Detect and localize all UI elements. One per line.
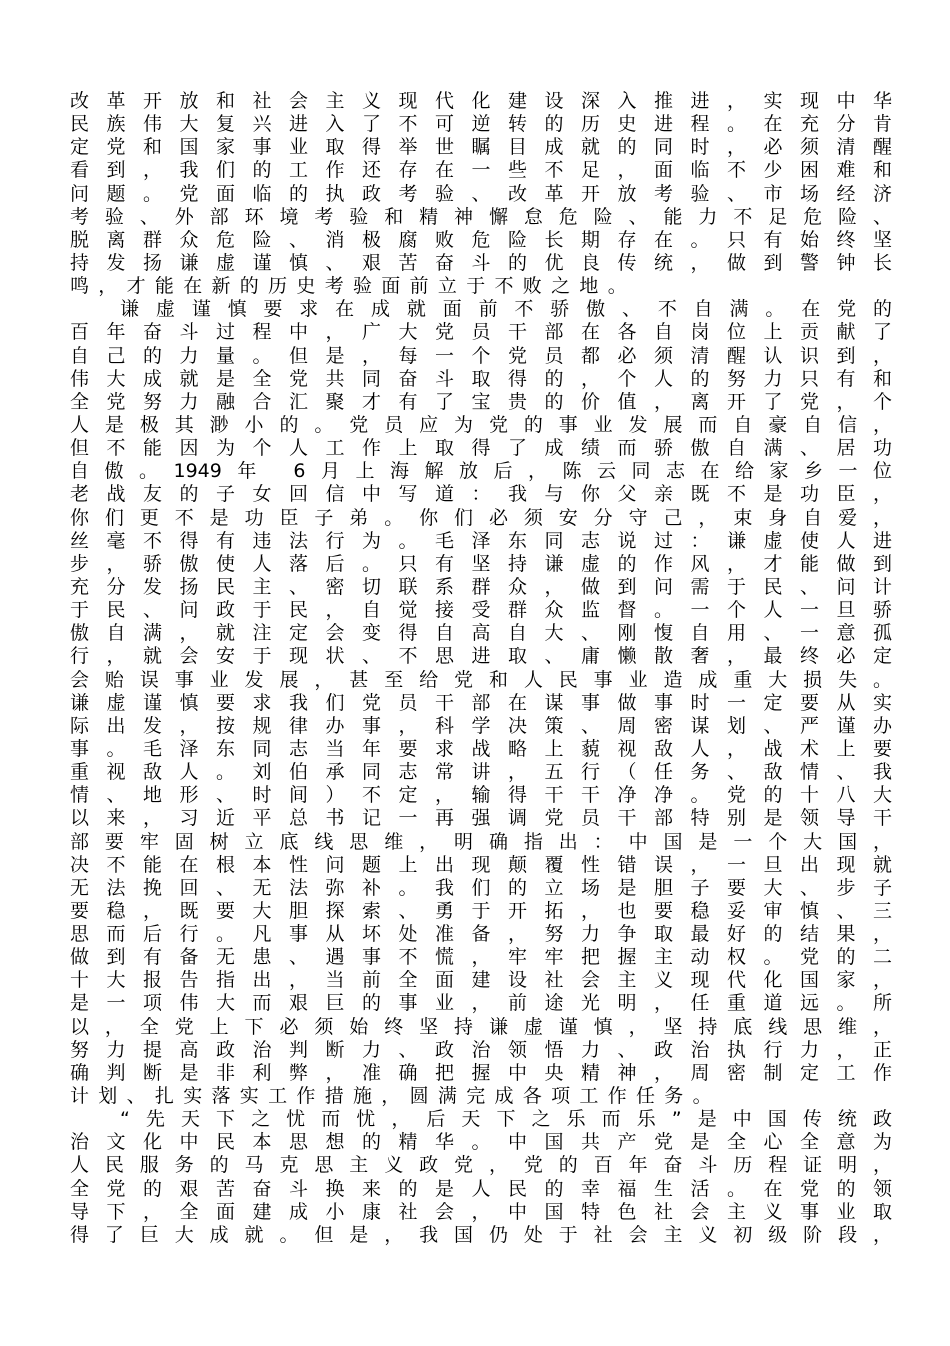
text-line: 是一项伟大而艰巨的事业，前途光明，任重道远。所 <box>70 992 892 1015</box>
text-line: 要稳，既要大胆探索、勇于开拓，也要稳妥审慎、三 <box>70 899 892 922</box>
text-line: 改革开放和社会主义现代化建设深入推进，实现中华 <box>70 90 892 112</box>
text-line: 问题。党面临的执政考验、改革开放考验、市场经济 <box>70 182 892 205</box>
text-line: 步，骄傲使人落后。只有坚持谦虚的作风，才能做到 <box>70 552 892 575</box>
text-line: 会贻误事业发展，甚至给党和人民事业造成重大损失。 <box>70 668 892 691</box>
text-line: 努力提高政治判断力、政治领悟力、政治执行力，正 <box>70 1038 892 1061</box>
text-line: 丝毫不得有违法行为。毛泽东同志说过：谦虚使人进 <box>70 529 892 552</box>
paragraph-end-line: 计划、扎实落实工作措施，圆满完成各项工作任务。 <box>70 1085 721 1108</box>
text-line: 以来，习近平总书记一再强调党员干部特别是领导干 <box>70 807 892 830</box>
text-line: 无法挽回、无法弥补。我们的立场是胆子要大、步子 <box>70 876 892 899</box>
text-line: 百年奋斗过程中，广大党员干部在各自岗位上贡献了 <box>70 321 892 344</box>
text-line: 但不能因为个人工作上取得了成绩而骄傲自满、居功 <box>70 437 892 460</box>
text-line: 于民、问政于民，自觉接受群众监督。一个人一旦骄 <box>70 599 892 622</box>
text-line: 全党努力融合汇聚才有了宝贵的价值，离开了党，个 <box>70 390 892 413</box>
text-line: 脱离群众危险、消极腐败危险长期存在。只有始终坚 <box>70 228 892 251</box>
text-line: 治文化中民本思想的精华。中国共产党是全心全意为 <box>70 1131 892 1154</box>
text-line: 伟大成就是全党共同奋斗取得的，个人的努力只有和 <box>70 367 892 390</box>
text-line: 做到有备无患、遇事不慌，牢牢把握主动权。党的二 <box>70 946 892 969</box>
paragraph-start-line: “先天下之忧而忧，后天下之乐而乐”是中国传统政 <box>120 1108 892 1131</box>
text-line: 重视敌人。刘伯承同志常讲，五行（任务、敌情、我 <box>70 761 892 784</box>
text-line: 定党和国家事业取得举世瞩目成就的同时，必须清醒 <box>70 136 892 159</box>
text-line: 决不能在根本性问题上出现颠覆性错误，一旦出现就 <box>70 853 892 876</box>
text-line: 全党的艰苦奋斗换来的是人民的幸福生活。在党的领 <box>70 1177 892 1200</box>
text-line: 人民服务的马克思主义政党，党的百年奋斗历程证明， <box>70 1154 892 1177</box>
text-line: 自傲。1949年 6月上海解放后，陈云同志在给家乡一位 <box>70 460 892 483</box>
text-line: 十大报告指出，当前全面建设社会主义现代化国家， <box>70 969 892 992</box>
text-line: 考验、外部环境考验和精神懈怠危险、能力不足危险、 <box>70 205 892 228</box>
text-line: 事。毛泽东同志当年要求战略上藐视敌人，战术上要 <box>70 737 892 760</box>
text-line: 持发扬谦虚谨慎、艰苦奋斗的优良传统，做到警钟长 <box>70 251 892 274</box>
text-line: 确判断是非利弊，准确把握中央精神，周密制定工作 <box>70 1061 892 1084</box>
text-line: 老战友的子女回信中写道：我与你父亲既不是功臣， <box>70 483 892 506</box>
text-line: 际出发，按规律办事，科学决策、周密谋划、严谨办 <box>70 714 892 737</box>
text-line: 民族伟大复兴进入了不可逆转的历史进程。在充分肯 <box>70 113 892 136</box>
text-line: 充分发扬民主、密切联系群众，做到问需于民、问计 <box>70 575 892 598</box>
paragraph-start-line: 谦虚谨慎要求在成就面前不骄傲、不自满。在党的 <box>120 298 892 321</box>
text-line: 部要牢固树立底线思维，明确指出：中国是一个大国， <box>70 830 892 853</box>
text-line: 情、地形、时间）不定，输得干干净净。党的十八大 <box>70 784 892 807</box>
text-line: 思而后行。凡事从坏处准备，努力争取最好的结果， <box>70 923 892 946</box>
text-line: 人是极其渺小的。党员应为党的事业发展而自豪自信， <box>70 413 892 436</box>
text-line: 以，全党上下必须始终坚持谦虚谨慎，坚持底线思维， <box>70 1015 892 1038</box>
body-text <box>70 90 892 1247</box>
text-line: 行，就会安于现状、不思进取、庸懒散奢，最终必定 <box>70 645 892 668</box>
text-line: 你们更不是功臣子弟。你们必须安分守己，束身自爱， <box>70 506 892 529</box>
text-line: 傲自满，就注定会变得自高自大、刚愎自用、一意孤 <box>70 622 892 645</box>
text-line: 谦虚谨慎要求我们党员干部在谋事做事时一定要从实 <box>70 691 892 714</box>
text-line: 看到，我们的工作还存在一些不足，面临不少困难和 <box>70 159 892 182</box>
text-line: 得了巨大成就。但是，我国仍处于社会主义初级阶段， <box>70 1223 892 1246</box>
text-line: 导下，全面建成小康社会，中国特色社会主义事业取 <box>70 1200 892 1223</box>
text-line: 自己的力量。但是，每一个党员都必须清醒认识到， <box>70 344 892 367</box>
paragraph-end-line: 鸣，才能在新的历史考验面前立于不败之地。 <box>70 275 637 298</box>
